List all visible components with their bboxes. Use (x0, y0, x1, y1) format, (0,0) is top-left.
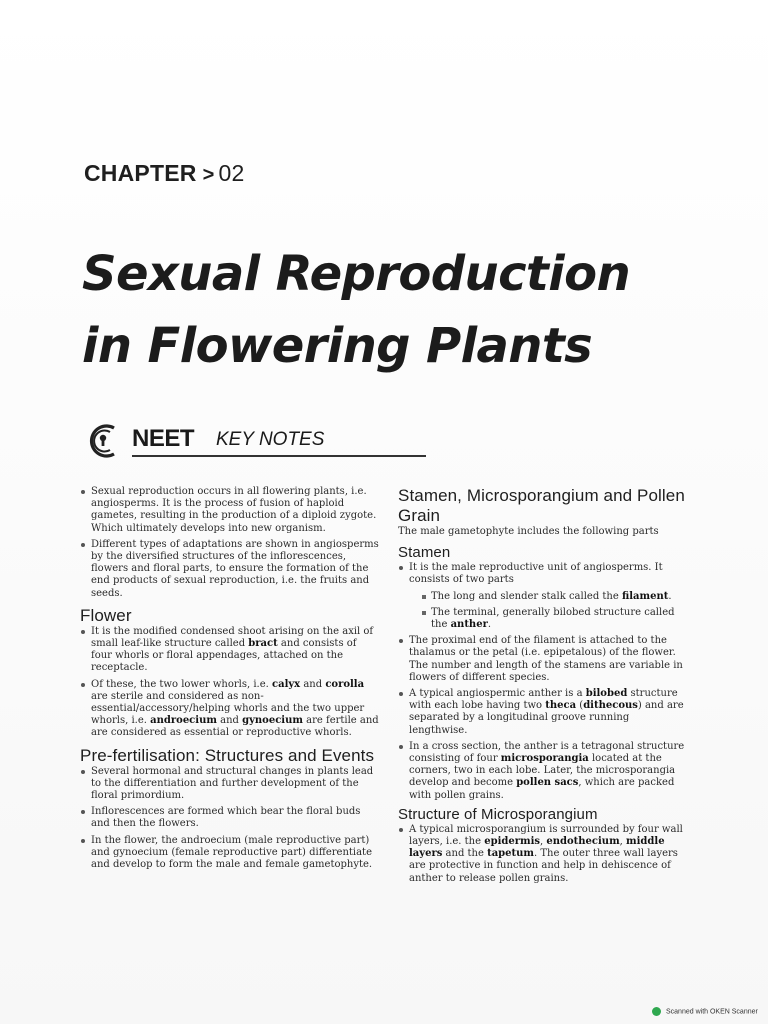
list-item: A typical microsporangium is surrounded by four wall layers, i.e. the epidermis, endothecium, middle layers and the tapetum. The outer three wall layers are protective in function and help in dehiscence of anther to release pollen grains. (398, 824, 690, 885)
stamen-sublist (409, 591, 690, 632)
list-item: The long and slender stalk called the filament. (421, 591, 690, 603)
list-item: It is the male reproductive unit of angiosperms. It consists of two parts The long and slender stalk called the filament. The terminal, generally bilobed structure called the anther. (398, 562, 690, 631)
neet-label: NEET (132, 425, 195, 452)
chapter-label: CHAPTER > 02 (84, 160, 245, 186)
right-column (398, 486, 690, 889)
chevron-right-icon: > (202, 164, 215, 186)
flower-list (80, 626, 380, 740)
list-item: The proximal end of the filament is attached to the thalamus or the petal (i.e. epipetalous) of the flower. The number and length of the stamens are variable in flowers of different species. (398, 635, 690, 684)
subheading-stamen: Stamen (398, 544, 451, 562)
section-heading-flower: Flower (80, 605, 132, 625)
list-item: Different types of adaptations are shown in angiosperms by the diversified structures of the inflorescences, flowers and floral parts, to ensure the formation of the end products of sexual reproduction, i.e. the fruits and seeds. (80, 539, 380, 600)
intro-list (80, 486, 380, 600)
list-item: In the flower, the androecium (male reproductive part) and gynoecium (female reproductive part) differentiate and develop to form the male and female gametophyte. (80, 835, 380, 872)
keyhole-icon (84, 422, 130, 460)
scanner-watermark: Scanned with OKEN Scanner (652, 1007, 758, 1016)
subheading-microsporangium-structure: Structure of Microsporangium (398, 805, 598, 823)
list-item: A typical angiospermic anther is a bilobed structure with each lobe having two theca (dithecous) and are separated by a longitudinal groove running lengthwise. (398, 688, 690, 737)
badge-underline (132, 455, 426, 457)
prefertilisation-list (80, 766, 380, 872)
stamen-list (398, 562, 690, 802)
chapter-title: Sexual Reproduction in Flowering Plants (82, 246, 631, 374)
scanner-logo-icon (652, 1007, 661, 1016)
section-heading-stamen-microsporangium: Stamen, Microsporangium and Pollen Grain (398, 486, 685, 525)
section-intro: The male gametophyte includes the following parts (398, 526, 659, 537)
list-item: Several hormonal and structural changes in plants lead to the differentiation and further development of the floral primordium. (80, 766, 380, 803)
list-item: Of these, the two lower whorls, i.e. calyx and corolla are sterile and considered as non-essential/accessory/helping whorls and the two upper whorls, i.e. androecium and gynoecium are fertile and are considered as essential or reproductive whorls. (80, 679, 380, 740)
chapter-number: 02 (218, 160, 245, 186)
microsporangium-list (398, 824, 690, 885)
neet-key-notes-badge (84, 422, 342, 460)
list-item: Sexual reproduction occurs in all flowering plants, i.e. angiosperms. It is the process of fusion of haploid gametes, resulting in the production of a diploid zygote. Which ultimately develops into new organism. (80, 486, 380, 535)
list-item: Inflorescences are formed which bear the floral buds and then the flowers. (80, 806, 380, 830)
list-item: In a cross section, the anther is a tetragonal structure consisting of four microsporangia located at the corners, two in each lobe. Later, the microsporangia develop and become pollen sacs, which are packed with pollen grains. (398, 741, 690, 802)
list-item: It is the modified condensed shoot arising on the axil of small leaf-like structure called bract and consists of four whorls or floral appendages, attached on the receptacle. (80, 626, 380, 675)
list-item: The terminal, generally bilobed structure called the anther. (421, 607, 690, 631)
left-column (80, 486, 380, 875)
section-heading-prefertilisation: Pre-fertilisation: Structures and Events (80, 745, 375, 765)
key-notes-label: KEY NOTES (216, 429, 325, 450)
